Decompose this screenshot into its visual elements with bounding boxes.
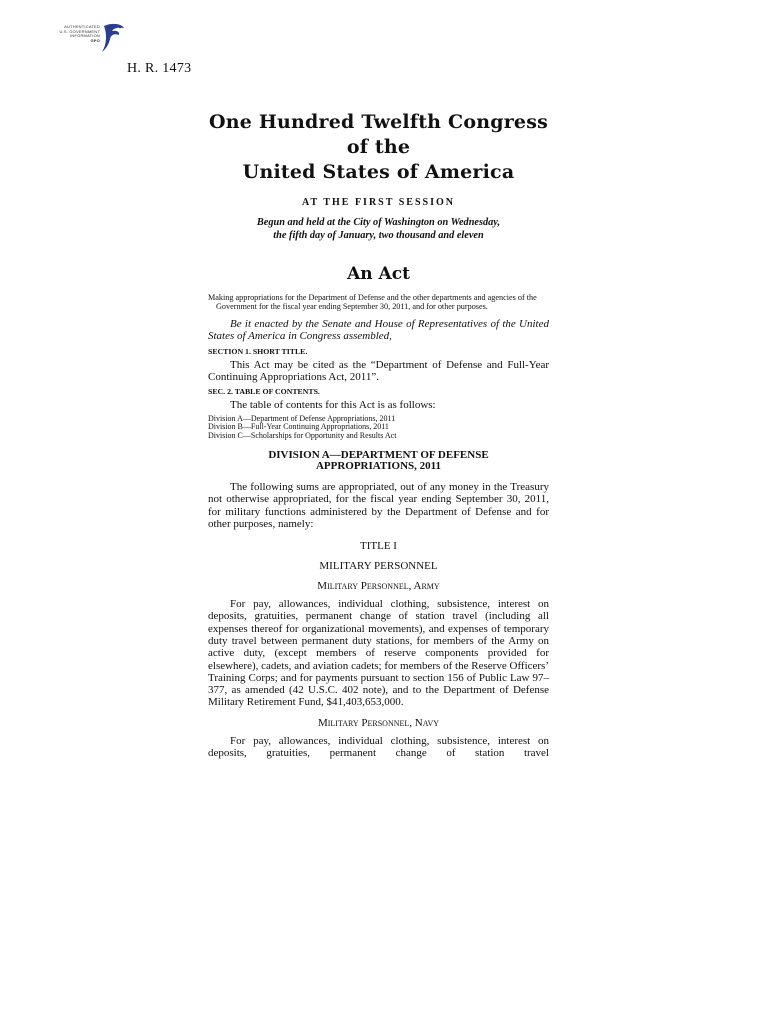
document-body	[208, 110, 549, 759]
toc-item: Division A—Department of Defense Appropriations, 2011	[208, 413, 396, 423]
eagle-icon	[100, 22, 126, 54]
division-a-heading: DIVISION A—DEPARTMENT OF DEFENSE APPROPRIATIONS, 2011	[268, 448, 489, 473]
session-line: AT THE FIRST SESSION	[302, 197, 455, 208]
session-dateline: Begun and held at the City of Washington on Wednesday, the fifth day of January, two thousand and eleven	[256, 217, 501, 241]
section-2-heading: SEC. 2. TABLE OF CONTENTS.	[208, 387, 320, 397]
army-heading: Military Personnel, Army	[317, 580, 440, 593]
act-purpose: Making appropriations for the Department of Defense and the other departments and agencies of the Government for the fiscal year ending September 30, 2011, and for other purposes.	[208, 293, 537, 312]
bill-number: H. R. 1473	[127, 61, 192, 76]
toc-item: Division C—Scholarships for Opportunity and Results Act	[208, 430, 397, 440]
section-2-text: The table of contents for this Act is as follows:	[230, 399, 436, 412]
title-name: MILITARY PERSONNEL	[319, 560, 438, 573]
act-title: An Act	[347, 264, 410, 284]
division-a-intro: The following sums are appropriated, out of any money in the Treasury not otherwise appropriated, for the fiscal year ending September 30, 2011, for military functions administered by the Department of Defense and for other purposes, namely:	[208, 480, 549, 530]
army-paragraph: For pay, allowances, individual clothing, subsistence, interest on deposits, gratuities, permanent change of station travel (including all expenses thereof for organizational movements), and expenses of temporary duty travel between permanent duty stations, for members of the Army on active duty, (except members of reserve components provided for elsewhere), cadets, and aviation cadets; for members of the Reserve Officers’ Training Corps; and for payments pursuant to section 156 of Public Law 97–377, as amended (42 U.S.C. 402 note), and to the Department of Defense Military Retirement Fund, $41,403,653,000.	[208, 598, 549, 709]
toc-item: Division B—Full-Year Continuing Appropriations, 2011	[208, 422, 389, 432]
enacting-clause: Be it enacted by the Senate and House of Representatives of the United States of America in Congress assembled,	[208, 317, 549, 343]
section-1-heading: SECTION 1. SHORT TITLE.	[208, 346, 308, 356]
title-heading: TITLE I	[360, 540, 397, 553]
section-1-text: This Act may be cited as the “Department of Defense and Full-Year Continuing Appropriations Act, 2011”.	[208, 358, 549, 384]
table-of-contents	[208, 415, 549, 440]
navy-paragraph: For pay, allowances, individual clothing, subsistence, interest on deposits, gratuities, permanent change of station travel	[208, 734, 549, 760]
logo-text: AUTHENTICATED U.S. GOVERNMENT INFORMATION GPO	[59, 24, 100, 43]
gpo-authentication-logo	[56, 22, 128, 56]
congress-title: One Hundred Twelfth Congress of the United States of America	[208, 111, 548, 183]
navy-heading: Military Personnel, Navy	[317, 716, 440, 729]
